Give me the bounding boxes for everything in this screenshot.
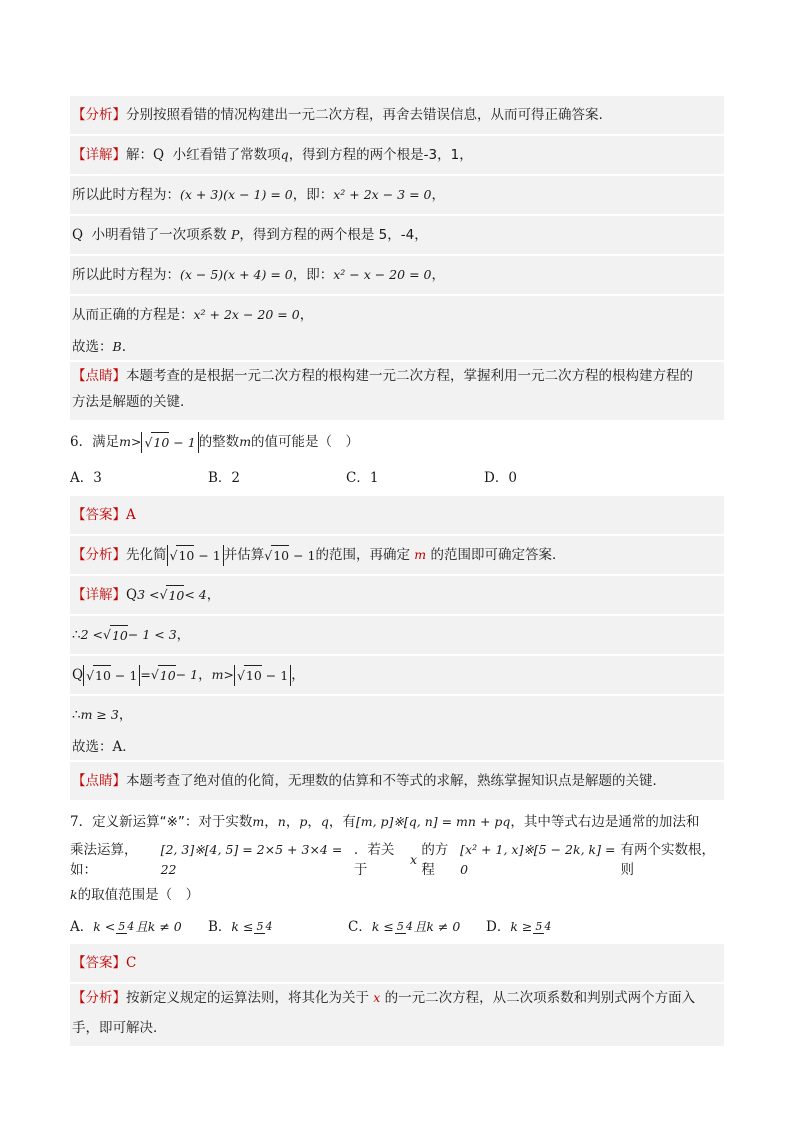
equation: (x − 5)(x + 4) = 0	[180, 267, 293, 282]
answer-tag: 【答案】	[72, 955, 126, 971]
answer-tag: 【答案】	[72, 507, 126, 523]
q6-detail-4: ∴ m ≥ 3 ，	[72, 707, 133, 723]
q5-detail-line-1: 【详解】 解： Q 小红看错了常数项 q ，得到方程的两个根是-3，1，	[72, 147, 473, 163]
q6-comment: 【点睛】 本题考查了绝对值的化简，无理数的估算和不等式的求解，熟练掌握知识点是解题的关键．	[72, 773, 666, 789]
detail-tag: 【详解】	[72, 587, 126, 603]
option-d[interactable]: D．0	[484, 470, 517, 486]
q5-equation-2: 所以此时方程为： (x − 5)(x + 4) = 0 ，即： x² − x − 20 = 0 ，	[72, 267, 445, 283]
because-symbol: Q	[72, 227, 84, 243]
because-symbol: Q	[153, 147, 165, 163]
answer-value: C	[126, 955, 137, 971]
question-number: 6．	[70, 434, 93, 450]
option-d[interactable]: D．k ≥5 4	[486, 919, 552, 935]
q7-stem-line-1: 7． 定义新运算“※”：对于实数 m ， n ， p ， q ，有 [m, p]※[q, n] = mn + pq ，其中等式右边是通常的加法和	[70, 814, 700, 830]
q6-answer	[70, 496, 724, 534]
detail-tag: 【详解】	[72, 147, 126, 163]
q6-solution-block	[70, 496, 724, 800]
option-a[interactable]: A．k <5 4且k ≠ 0	[70, 919, 182, 935]
analysis-tag: 【分析】	[72, 990, 126, 1006]
equation: x² − x − 20 = 0	[333, 267, 432, 282]
option-a[interactable]: A．3	[70, 470, 102, 486]
q5-analysis: 【分析】 分别按照看错的情况构建出一元二次方程，再舍去错误信息，从而可得正确答案.	[72, 107, 603, 123]
q6-options	[70, 460, 724, 496]
equation: [x² + 1, x]※[5 − 2k, k] = 0	[460, 842, 616, 877]
q7-solution-block	[70, 944, 724, 1046]
q6-stem: 6． 满足 m > √10 − 1 的整数 m 的值可能是（ ）	[70, 424, 724, 460]
q7-options	[70, 910, 724, 944]
q6-detail-1: 【详解】 Q 3 < √ 10 < 4 ，	[70, 576, 724, 614]
example-expression: [2, 3]※[4, 5] = 2×5 + 3×4 = 22	[160, 842, 343, 877]
option-b[interactable]: B．k ≤5 4	[208, 919, 273, 935]
q7-answer	[70, 944, 724, 982]
q6-analysis: 【分析】 先化简 √10 − 1 并估算 √10 − 1 的范围，再确定 m 的范围即可确定答案．	[70, 536, 724, 574]
option-c[interactable]: C．k ≤5 4且k ≠ 0	[348, 919, 461, 935]
q5-choose: 故选： B .	[72, 339, 126, 355]
q6-detail-3: Q √10 − 1 = √ 10 − 1 ， m > √10 − 1 ，	[70, 656, 724, 694]
equation: x² + 2x − 3 = 0	[333, 187, 432, 202]
q5-comment: 【点睛】本题考查的是根据一元二次方程的根构建一元二次方程，掌握利用一元二次方程的根构建方程的 方法是解题的关键.	[72, 368, 693, 410]
q7-analysis: 【分析】按新定义规定的运算法则，将其化为关于 x 的一元二次方程，从二次项系数和判别式两个方面入 手，即可解决．	[72, 990, 696, 1036]
q5-detail-line-2: Q 小明看错了一次项系数 P ，得到方程的两个根是 5，-4，	[72, 227, 428, 243]
equation: x² + 2x − 20 = 0	[193, 307, 300, 322]
answer-value: A	[126, 507, 136, 523]
question-number: 7．	[70, 814, 93, 830]
document-page	[70, 96, 724, 1046]
q6-detail-2: ∴ 2 < √ 10 − 1 < 3 ，	[70, 616, 724, 654]
q7-stem-line-3: k 的取值范围是（ ）	[70, 887, 200, 903]
q5-solution-block	[70, 96, 724, 420]
q7-stem-line-2: 乘法运算，如： [2, 3]※[4, 5] = 2×5 + 3×4 = 22 ．若关于 x 的方程 [x² + 1, x]※[5 − 2k, k] = 0 有两个实数根，则	[70, 842, 715, 878]
absolute-value: √10 − 1	[141, 432, 198, 453]
option-c[interactable]: C．1	[346, 470, 379, 486]
equation: (x + 3)(x − 1) = 0	[180, 187, 293, 202]
analysis-tag: 【分析】	[72, 547, 126, 563]
option-b[interactable]: B．2	[208, 470, 241, 486]
q6-choose: 故选： A ．	[72, 739, 136, 755]
definition-expression: [m, p]※[q, n] = mn + pq	[355, 814, 511, 829]
analysis-tag: 【分析】	[72, 107, 126, 123]
q5-equation-1: 所以此时方程为： (x + 3)(x − 1) = 0 ，即： x² + 2x − 3 = 0 ，	[72, 187, 445, 203]
comment-tag: 【点睛】	[72, 773, 126, 789]
comment-tag: 【点睛】	[72, 368, 126, 384]
q5-result: 从而正确的方程是： x² + 2x − 20 = 0 ，	[72, 307, 314, 323]
